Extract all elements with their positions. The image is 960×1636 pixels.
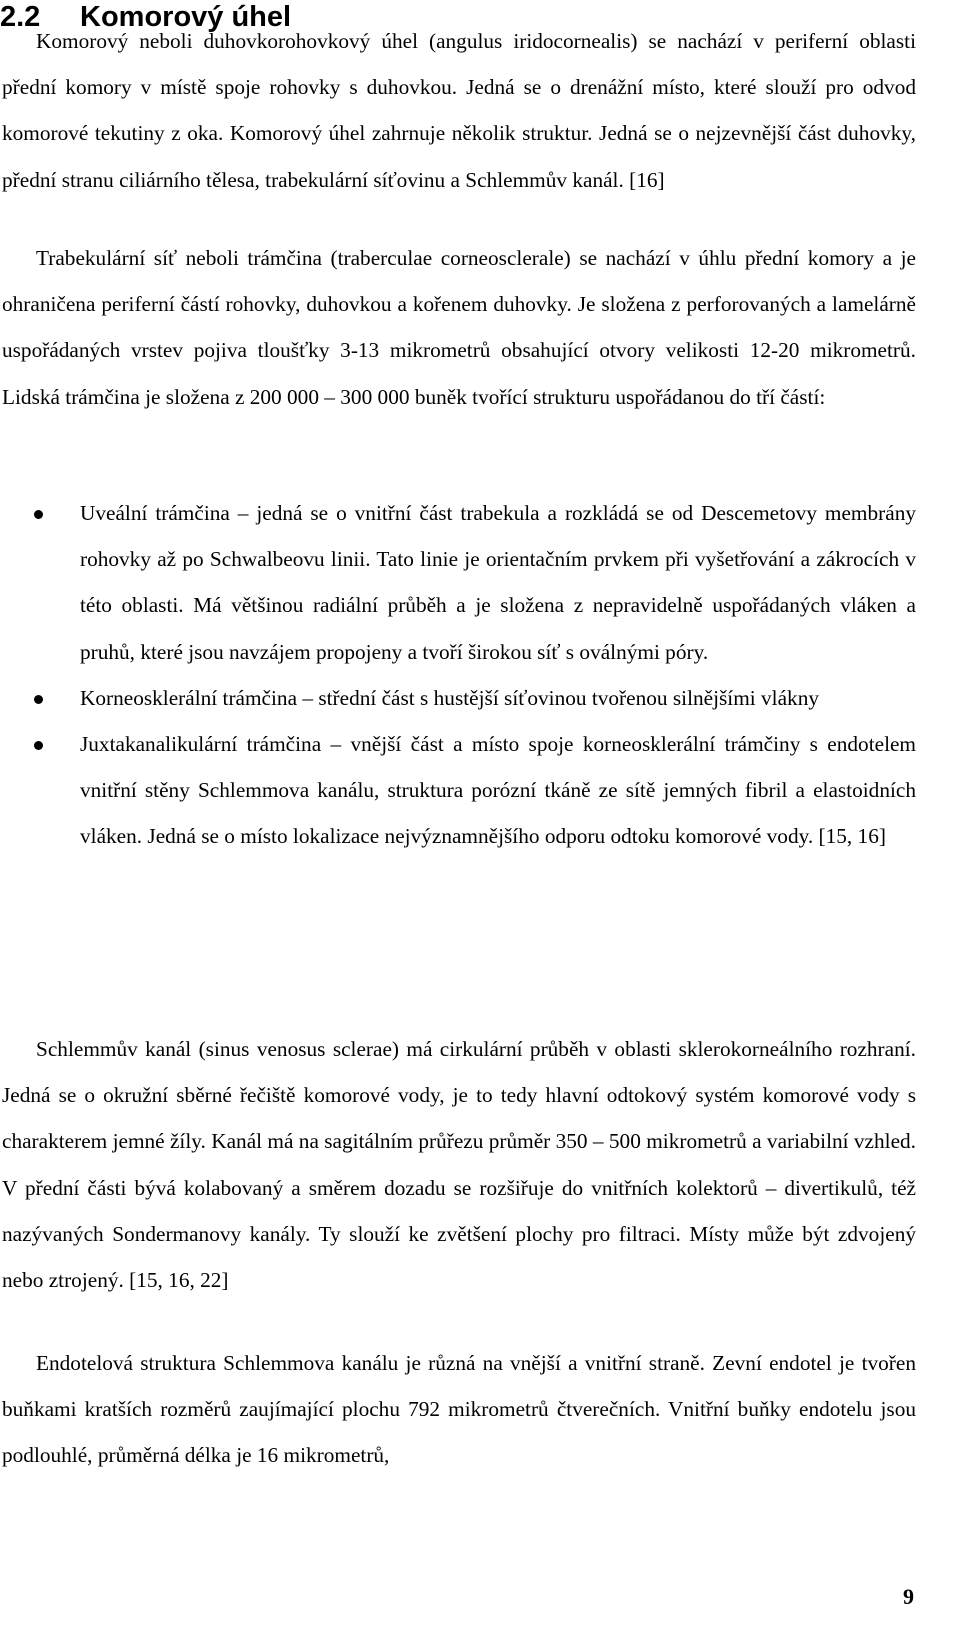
list-item-juxtacanalicular (0, 721, 916, 860)
list-item-text: Uveální trámčina – jedná se o vnitřní část trabekula a rozkládá se od Descemetovy membrány rohovky až po Schwalbeovu linii. Tato linie je orientačním prvkem při vyšetřování a zákrocích v této oblasti. Má většinou radiální průběh a je složena z nepravidelně uspořádaných vláken a pruhů, které jsou navzájem propojeny a tvoří širokou síť s oválnými póry. (80, 501, 916, 664)
paragraph-trabecular-meshwork: Trabekulární síť neboli trámčina (traberculae corneosclerale) se nachází v úhlu přední komory a je ohraničena periferní částí rohovky, duhovkou a kořenem duhovky. Je složena z perforovaných a lamelárně uspořádaných vrstev pojiva tloušťky 3-13 mikrometrů obsahující otvory velikosti 12-20 mikrometrů. Lidská trámčina je složena z 200 000 – 300 000 buněk tvořící strukturu uspořádanou do tří částí: (2, 246, 916, 409)
section-number: 2.2 (0, 1, 41, 33)
list-item-text: Juxtakanalikulární trámčina – vnější část a místo spoje korneosklerální trámčiny s endotelem vnitřní stěny Schlemmova kanálu, struktura porózní tkáně ze sítě jemných fibril a elastoidních vláken. Jedná se o místo lokalizace nejvýznamnějšího odporu odtoku komorové vody. [15, 16] (80, 732, 916, 849)
bullet-icon (34, 741, 43, 750)
list-item-text: Korneosklerální trámčina – střední část s hustější síťovinou tvořenou silnějšími vlákny (80, 685, 819, 710)
bullet-icon (34, 510, 43, 519)
trabecular-parts-list (0, 490, 916, 860)
section-title: Komorový úhel (80, 1, 292, 33)
list-item-corneoscleral (0, 675, 916, 721)
paragraph-endothelium: Endotelová struktura Schlemmova kanálu je různá na vnější a vnitřní straně. Zevní endotel je tvořen buňkami kratších rozměrů zaujímající plochu 792 mikrometrů čtverečních. Vnitřní buňky endotelu jsou podlouhlé, průměrná délka je 16 mikrometrů, (2, 1351, 916, 1468)
list-item-uveal (0, 490, 916, 675)
paragraph-schlemm-canal: Schlemmův kanál (sinus venosus sclerae) má cirkulární průběh v oblasti sklerokorneálního rozhraní. Jedná se o okružní sběrné řečiště komorové vody, je to tedy hlavní odtokový systém komorové vody s charakterem jemné žíly. Kanál má na sagitálním průřezu průměr 350 – 500 mikrometrů a variabilní vzhled. V přední části bývá kolabovaný a směrem dozadu se rozšiřuje do vnitřních kolektorů – divertikulů, též nazývaných Sondermanovy kanály. Ty slouží ke zvětšení plochy pro filtraci. Místy může být zdvojený nebo ztrojený. [15, 16, 22] (2, 1037, 916, 1293)
paragraph-intro: Komorový neboli duhovkorohovkový úhel (angulus iridocornealis) se nachází v periferní oblasti přední komory v místě spoje rohovky s duhovkou. Jedná se o drenážní místo, které slouží pro odvod komorové tekutiny z oka. Komorový úhel zahrnuje několik struktur. Jedná se o nejzevnější část duhovky, přední stranu ciliárního tělesa, trabekulární síťovinu a Schlemmův kanál. [16] (2, 29, 916, 192)
bullet-icon (34, 695, 43, 704)
page-number: 9 (903, 1584, 914, 1609)
